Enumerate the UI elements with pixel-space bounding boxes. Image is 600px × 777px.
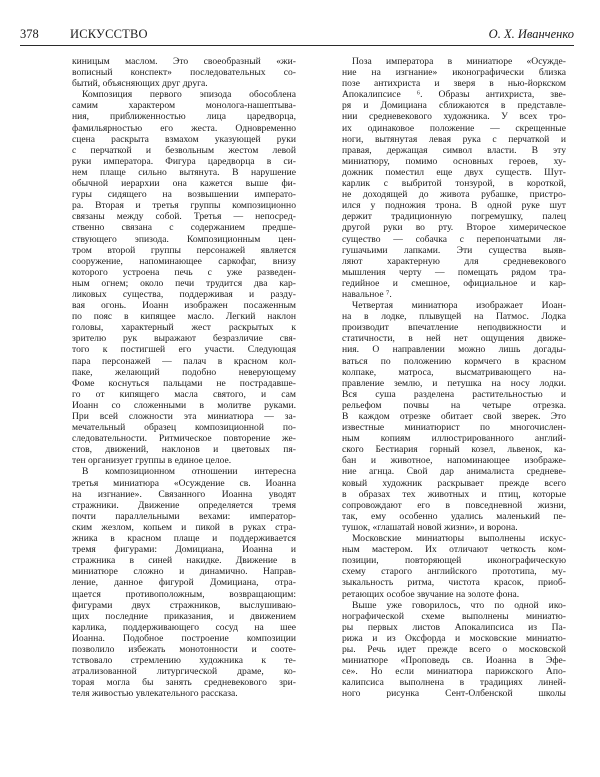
right-column-text-line: рижа и из Оксфорда и московские миниатю- bbox=[342, 632, 566, 644]
right-column-text-line: гушачьими лапками. Эти существа выяв- bbox=[342, 244, 566, 256]
right-column-text-line: на в лодке, плывущей на Патмос. Лодка bbox=[342, 311, 566, 323]
left-column-text-line: карлика, поддерживающего сосуд на шее bbox=[72, 621, 296, 633]
left-column-text-line: ским жезлом, копьем и пикой в руках стра- bbox=[72, 521, 296, 533]
left-column-text-line: бытий, объясняющих друг друга. bbox=[72, 78, 208, 90]
right-column-text-line: ваться по положению кормчего в красном bbox=[342, 355, 566, 367]
left-column-text-line: третья миниатюра «Осуждение св. Иоанна bbox=[72, 477, 296, 489]
left-column-text-line: ствующего эпизода. Композиционным цен- bbox=[72, 233, 296, 245]
right-column-text-line: позе антихриста и зверя в нью-йоркском bbox=[342, 78, 566, 90]
left-column-text-line: тром второй группы персонажей является bbox=[72, 244, 296, 256]
left-column-text-line: стражники. Движение определяется тремя bbox=[72, 499, 296, 511]
right-column-text-line: ния. О направлении можно лишь догады- bbox=[342, 344, 566, 356]
left-column-text-line: связаны между собой. Третья — непосред- bbox=[72, 211, 296, 223]
right-column-text-line: бан и животное, напоминающее изображе- bbox=[342, 455, 566, 467]
left-column-text-line: Иоанн со сложенными в молитве руками. bbox=[72, 399, 296, 411]
left-column-text-line: зрителю рук выражают безразличие свя- bbox=[72, 333, 296, 345]
left-column-text-line: теля живостью увлекательного рассказа. bbox=[72, 688, 238, 700]
left-column-text-line: ственно связана с содержанием предше- bbox=[72, 222, 296, 234]
left-column-text-line: миниатюре сложно и динамично. Направ- bbox=[72, 566, 296, 578]
left-column-text-line: сооружение, напоминающее саркофаг, внизу bbox=[72, 255, 296, 267]
left-column-text-line: следовательности. Ритмическое повторение же- bbox=[72, 433, 296, 445]
right-column-text-line: другой руки во рту. Второе химерическое bbox=[342, 222, 566, 234]
left-column-text-line: ление, данное фигурой Домициана, отра- bbox=[72, 577, 296, 589]
right-column-text-line: ковый художник раскрывает прежде всего bbox=[342, 477, 566, 489]
right-column-text-line: навальное ⁷. bbox=[342, 288, 392, 300]
right-column-text-line: Московские миниатюры выполнены искус- bbox=[352, 533, 566, 545]
right-column-text-line: схему старого английского прототипа, му- bbox=[342, 566, 566, 578]
left-column-text-line: головы, характерный жест раскрытых к bbox=[72, 322, 296, 334]
left-column-text-line: того к постигшей его участи. Следующая bbox=[72, 344, 296, 356]
left-column-text-line: фигурами двух стражников, выслушиваю- bbox=[72, 599, 296, 611]
right-column-text-line: ретающих особое звучание на золоте фона. bbox=[342, 588, 520, 600]
right-column-text-line: держит традиционную погремушку, палец bbox=[342, 211, 566, 223]
right-column-text-line: ря и Домициана сближаются в представле- bbox=[342, 100, 566, 112]
left-column-text-line: Композиция первого эпизода обособлена bbox=[82, 89, 296, 101]
left-column-text-line: вая огонь. Иоанн изображен посаженным bbox=[72, 300, 296, 312]
left-column-text-line: стражника в синей накидке. Движение в bbox=[72, 555, 296, 567]
left-column-text-line: тремя фигурами: Домициана, Иоанна и bbox=[72, 544, 296, 556]
left-column-text-line: го от кипящего масла святого, и сам bbox=[72, 388, 296, 400]
left-column-text-line: паке, желающий подобно неверующему bbox=[72, 366, 296, 378]
left-column-text-line: фамильярностью его жеста. Одновременно bbox=[72, 122, 296, 134]
left-column-text-line: пара персонажей — палач в красном кол- bbox=[72, 355, 296, 367]
left-column-text-line: Фоме коснуться пальцами не пострадавше- bbox=[72, 377, 296, 389]
left-column-text-line: В композиционном отношении интересна bbox=[82, 466, 296, 478]
left-column-text-line: руки императора. Фигура царедворца в си- bbox=[72, 155, 296, 167]
right-column-text-line: ние на изгнание» иконографически близка bbox=[342, 67, 566, 79]
left-column-text-line: по пояс в кипящее масло. Легкий наклон bbox=[72, 311, 296, 323]
right-column-text-line: правление землю, и петушка на носу лодки. bbox=[342, 377, 566, 389]
left-column-text-line: мечательный образец композиционной по- bbox=[72, 422, 296, 434]
author-name: О. Х. Иванченко bbox=[488, 27, 574, 41]
right-column-text-line: карлик с выбритой тонзурой, в короткой, bbox=[342, 178, 566, 190]
left-column-text-line: которого устроена печь с уже разведен- bbox=[72, 266, 296, 278]
right-column-text-line: миниатюру, помимо основных героев, ху- bbox=[342, 155, 566, 167]
header-rule bbox=[20, 45, 574, 46]
left-column-text-line: на изгнание». Связанного Иоанна уводят bbox=[72, 488, 296, 500]
right-column-text-line: так, ему особенно удались маленький пе- bbox=[342, 510, 566, 522]
left-column-text-line: атрализованной литургической драме, ко- bbox=[72, 666, 296, 678]
right-column-text-line: миниатюре «Проповедь св. Иоанна в Эфе- bbox=[342, 655, 566, 667]
left-column-text-line: обычной иерархии она кажется выше фи- bbox=[72, 178, 296, 190]
right-column-text-line: ился у подножия трона. В одной руке шут bbox=[342, 200, 566, 212]
left-column-text-line: Иоанна. Подобное построение композиции bbox=[72, 632, 296, 644]
section-title: ИСКУССТВО bbox=[70, 27, 148, 41]
right-column-text-line: производит впечатление неподвижности и bbox=[342, 322, 566, 334]
right-column-text-line: калипсиса выполнена в традициях линей- bbox=[342, 677, 566, 689]
right-column-text-line: гедийное и смешное, официальное и кар- bbox=[342, 277, 566, 289]
right-column-text-line: ры первых листов Апокалипсиса из Па- bbox=[342, 621, 566, 633]
left-column-text-line: щих последние приказания, и движением bbox=[72, 610, 296, 622]
right-column-text-line: нии средневекового художника. У всех тро- bbox=[342, 111, 566, 123]
left-column-text-line: тен организует группы в единое целое. bbox=[72, 455, 232, 467]
left-column-text-line: ным огнем; около печи трудится два кар- bbox=[72, 277, 296, 289]
right-column-text-line: сопровождают его в повседневной жизни, bbox=[342, 499, 566, 511]
right-column-text-line: Апокалипсисе ⁶. Образы антихриста, зве- bbox=[342, 89, 566, 101]
right-column-text-line: ского Бестиария горный козел, львенок, ка- bbox=[342, 444, 566, 456]
left-column-text-line: вописный конспект» последовательных со- bbox=[72, 67, 296, 79]
right-column-text-line: ноги, вытянутая левая рука с перчаткой и bbox=[342, 133, 566, 145]
left-column-text-line: ра. Вторая и третья группы композиционно bbox=[72, 200, 296, 212]
right-column-text-line: Выше уже говорилось, что по одной ико- bbox=[352, 599, 566, 611]
right-column-text-line: статичности, в ней нет ощущения движе- bbox=[342, 333, 566, 345]
left-column-text-line: При всей сложности эта миниатюра — за- bbox=[72, 411, 296, 422]
left-column-text-line: с перчаткой и безвольным жестом левой bbox=[72, 144, 296, 156]
left-column-text-line: ния, приближенностью лица царедворца, bbox=[72, 111, 296, 123]
right-column-text-line: ние агнца. Свой дар анималиста средневе- bbox=[342, 466, 566, 478]
left-column-text-line: почти параллельными вехами: император- bbox=[72, 510, 296, 522]
right-column-text-line: нографической схеме выполнены миниатю- bbox=[342, 610, 566, 622]
right-column-text-line: ры. Речь идет прежде всего о московской bbox=[342, 643, 566, 655]
running-header bbox=[20, 26, 574, 42]
left-column-text-line: жника в красном плаще и поддерживается bbox=[72, 533, 296, 545]
right-column-text-line: ным мастером. Их отличают четкость ком- bbox=[342, 544, 566, 556]
right-column-text-line: Четвертая миниатюра изображает Иоан- bbox=[352, 300, 566, 312]
right-column bbox=[342, 56, 566, 699]
left-column-text-line: позволило избежать монотонности и сооте- bbox=[72, 643, 296, 655]
left-column-text-line: стов, движений, наклонов и цветовых пя- bbox=[72, 444, 296, 456]
right-column-text-line: колпаке, матроса, высматривающего на- bbox=[342, 366, 566, 378]
left-column-text-line: щается противоположным, возвращающим: bbox=[72, 588, 296, 600]
right-column-text-line: Вся суша разделена растительностью и bbox=[342, 388, 566, 400]
right-column-text-line: ляют характерную для средневекового bbox=[342, 255, 566, 267]
page-number: 378 bbox=[20, 27, 39, 41]
right-column-text-line: се». Но если миниатюра парижского Апо- bbox=[342, 666, 566, 678]
right-column-text-line: известные миниатюрист по многочислен- bbox=[342, 422, 566, 434]
right-column-text-line: тушок, «глашатай новой жизни», и ворона. bbox=[342, 521, 518, 533]
right-column-text-line: зыкальность ритма, чистота красок, приоб- bbox=[342, 577, 566, 589]
right-column-text-line: В каждом отрезке обитает свой зверек. Это bbox=[342, 411, 566, 422]
right-column-text-line: существо — собачка с перепончатыми ля- bbox=[342, 233, 566, 245]
left-column-text-line: гуры сидящего на возвышении императо- bbox=[72, 189, 296, 201]
left-column-text-line: киницым маслом. Это своеобразный «жи- bbox=[72, 56, 296, 67]
left-column-text-line: самим характером монолога-нашептыва- bbox=[72, 100, 296, 112]
left-column-text-line: сцена раскрыта взмахом указующей руки bbox=[72, 133, 296, 145]
right-column-text-line: Поза императора в миниатюре «Осужде- bbox=[352, 56, 566, 67]
right-column-text-line: правая, держащая символ власти. В эту bbox=[342, 144, 566, 156]
right-column-text-line: ного рисунка Сент-Олбенской школы bbox=[342, 688, 566, 700]
left-column bbox=[72, 56, 296, 699]
right-column-text-line: в образах тех животных и птиц, которые bbox=[342, 488, 566, 500]
right-column-text-line: их одинаковое положение — скрещенные bbox=[342, 122, 566, 134]
right-column-text-line: позиции, повторяющей иконографическую bbox=[342, 555, 566, 567]
left-column-text-line: ликовых существа, поддерживая и разду- bbox=[72, 288, 296, 300]
right-column-text-line: ным копиям иллюстрированного англий- bbox=[342, 433, 566, 445]
right-column-text-line: дожник поместил еще двух существ. Шут- bbox=[342, 166, 566, 178]
left-column-text-line: тствовало стремлению художника к те- bbox=[72, 655, 296, 667]
right-column-text-line: рельефом почвы на четыре отрезка. bbox=[342, 399, 566, 411]
left-column-text-line: торая могла бы занять средневекового зри- bbox=[72, 677, 296, 689]
left-column-text-line: нем плаще сильно вытянута. В нарушение bbox=[72, 166, 296, 178]
right-column-text-line: мышления черту — помещать рядом тра- bbox=[342, 266, 566, 278]
right-column-text-line: не доходящей до живота рубашке, пристро- bbox=[342, 189, 566, 201]
